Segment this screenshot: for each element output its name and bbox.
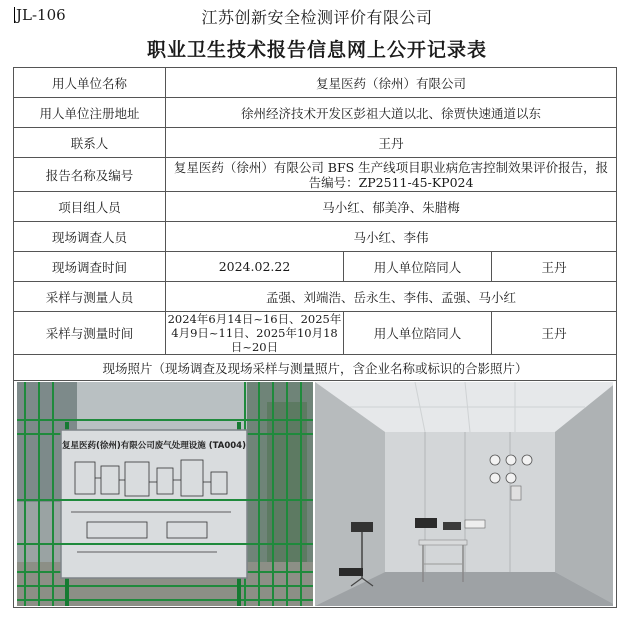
page-title: 职业卫生技术报告信息网上公开记录表 — [146, 39, 487, 61]
employer-label: 用人单位名称 — [14, 68, 166, 98]
record-table — [13, 67, 617, 608]
team-value: 马小红、郁美净、朱腊梅 — [166, 192, 617, 222]
sampling-staff-label: 采样与测量人员 — [14, 282, 166, 312]
accompany-label: 用人单位陪同人 — [344, 252, 492, 282]
photos-label: 现场照片（现场调查及现场采样与测量照片，含企业名称或标识的合影照片） — [14, 355, 617, 381]
address-label: 用人单位注册地址 — [14, 98, 166, 128]
row-report — [14, 158, 617, 192]
row-team — [14, 192, 617, 222]
row-contact — [14, 128, 617, 158]
doc-code-text: JL-106 — [16, 6, 66, 24]
contact-label: 联系人 — [14, 128, 166, 158]
accompany2-label: 用人单位陪同人 — [344, 312, 492, 355]
row-survey-time — [14, 252, 617, 282]
team-label: 项目组人员 — [14, 192, 166, 222]
survey-time-label: 现场调查时间 — [14, 252, 166, 282]
sampling-time-label: 采样与测量时间 — [14, 312, 166, 355]
photo-lab-room — [315, 382, 613, 606]
survey-staff-label: 现场调查人员 — [14, 222, 166, 252]
survey-staff-value: 马小红、李伟 — [166, 222, 617, 252]
facility-sign-image — [17, 382, 313, 606]
company-name: 江苏创新安全检测评价有限公司 — [201, 8, 433, 27]
report-label: 报告名称及编号 — [14, 158, 166, 192]
row-sampling-time — [14, 312, 617, 355]
accompany2-value: 王丹 — [492, 312, 617, 355]
sampling-staff-value: 孟强、刘端浩、岳永生、李伟、孟强、马小红 — [166, 282, 617, 312]
photos-cell — [14, 381, 617, 608]
row-address — [14, 98, 617, 128]
contact-value: 王丹 — [166, 128, 617, 158]
address-value: 徐州经济技术开发区彭祖大道以北、徐贾快速通道以东 — [166, 98, 617, 128]
row-photos-label — [14, 355, 617, 381]
lab-room-image — [315, 382, 613, 606]
accompany-value: 王丹 — [492, 252, 617, 282]
row-survey-staff — [14, 222, 617, 252]
sampling-time-value: 2024年6月14日~16日、2025年4月9日~11日、2025年10月18日~20日 — [166, 312, 344, 355]
survey-time-value: 2024.02.22 — [166, 252, 344, 282]
employer-value: 复星医药（徐州）有限公司 — [166, 68, 617, 98]
row-photos — [14, 381, 617, 608]
report-value: 复星医药（徐州）有限公司 BFS 生产线项目职业病危害控制效果评价报告，报告编号：ZP2511-45-KP024 — [166, 158, 617, 192]
row-sampling-staff — [14, 282, 617, 312]
sign-caption: 复星医药(徐州)有限公司废气处理设施 (TA004) — [62, 441, 246, 451]
photo-facility-sign — [17, 382, 313, 606]
row-employer — [14, 68, 617, 98]
